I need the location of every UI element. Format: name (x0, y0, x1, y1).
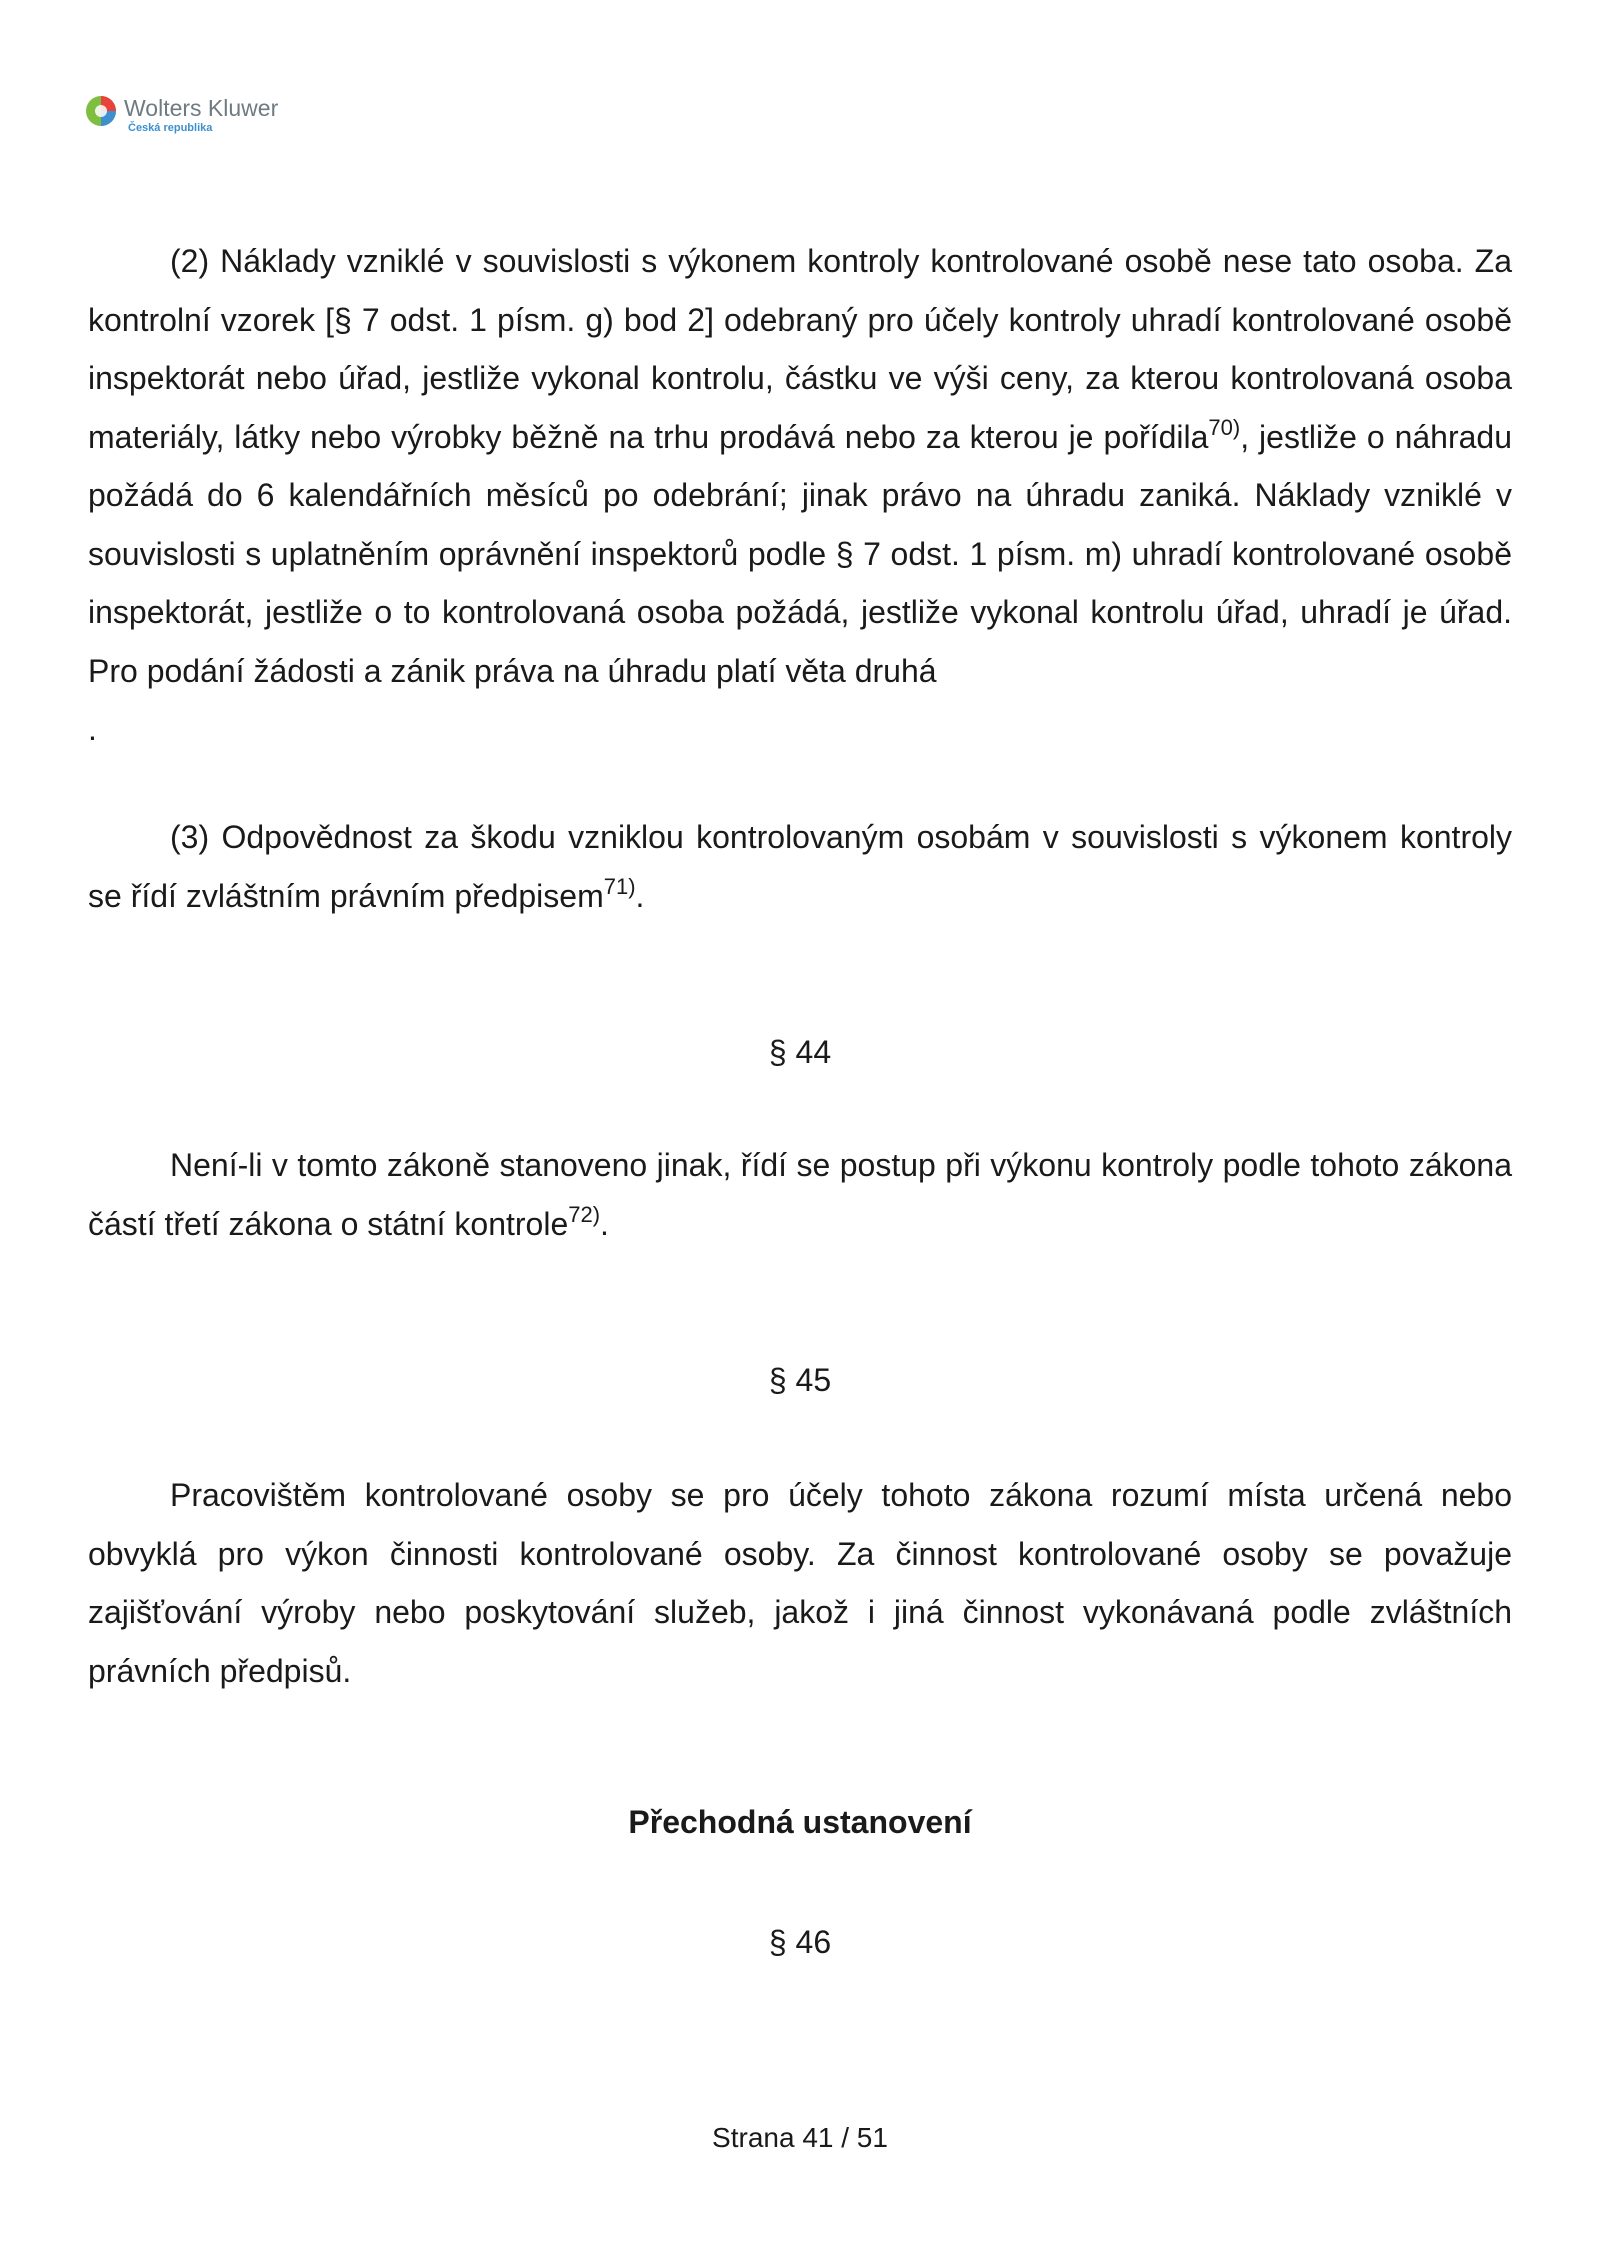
logo-brand-text: Wolters Kluwer (124, 95, 279, 121)
paragraph-3-text: (3) Odpovědnost za škodu vzniklou kontrolovaným osobám v souvislosti s výkonem kontroly se řídí zvláštním právním předpisem (88, 819, 1512, 914)
paragraph-2-text-a: (2) Náklady vzniklé v souvislosti s výkonem kontroly kontrolované osobě nese tato osoba. Za kontrolní vzorek [§ 7 odst. 1 písm. g) bod 2] odebraný pro účely kontroly uhradí kontrolované osobě inspektorát nebo úřad, jestliže vykonal kontrolu, částku ve výši ceny, za kterou kontrolovaná osoba materiály, látky nebo výrobky běžně na trhu prodává nebo za kterou je pořídila (88, 243, 1512, 455)
paragraph-3 (88, 808, 1512, 925)
footnote-ref-70: 70) (1208, 414, 1241, 440)
transitional-provisions-title: Přechodná ustanovení (628, 1804, 972, 1840)
footnote-ref-71: 71) (603, 873, 636, 899)
page-number: Strana 41 / 51 (712, 2122, 888, 2153)
footnote-ref-72: 72) (568, 1201, 601, 1227)
paragraph-3-end: . (635, 877, 645, 914)
section-45-text (88, 1466, 1512, 1700)
paragraph-2-tail: . (88, 711, 97, 747)
paragraph-2-text-b: , jestliže o náhradu požádá do 6 kalendářních měsíců po odebrání; jinak právo na úhradu zaniká. Náklady vzniklé v souvislosti s uplatněním oprávnění inspektorů podle § 7 odst. 1 písm. m) uhradí kontrolované osobě inspektorát, jestliže o to kontrolovaná osoba požádá, jestliže vykonal kontrolu úřad, uhradí je úřad. Pro podání žádosti a zánik práva na úhradu platí věta druhá (88, 418, 1513, 689)
wolters-kluwer-logo-icon (84, 94, 118, 128)
paragraph-2 (88, 232, 1512, 759)
section-45-body: Pracovištěm kontrolované osoby se pro účely tohoto zákona rozumí místa určená nebo obvyklá pro výkon činnosti kontrolované osoby. Za činnost kontrolované osoby se považuje zajišťování výroby nebo poskytování služeb, jakož i jiná činnost vykonávaná podle zvláštních právních předpisů. (88, 1477, 1512, 1689)
section-44-text (88, 1136, 1512, 1253)
section-45-heading: § 45 (768, 1362, 832, 1398)
section-46-heading: § 46 (768, 1924, 832, 1960)
section-44-heading: § 44 (768, 1034, 832, 1070)
section-44-end: . (600, 1205, 609, 1242)
section-44-body: Není-li v tomto zákoně stanoveno jinak, řídí se postup při výkonu kontroly podle tohoto zákona částí třetí zákona o státní kontrole (88, 1147, 1512, 1242)
logo-region-text: Česká republika (128, 122, 213, 134)
